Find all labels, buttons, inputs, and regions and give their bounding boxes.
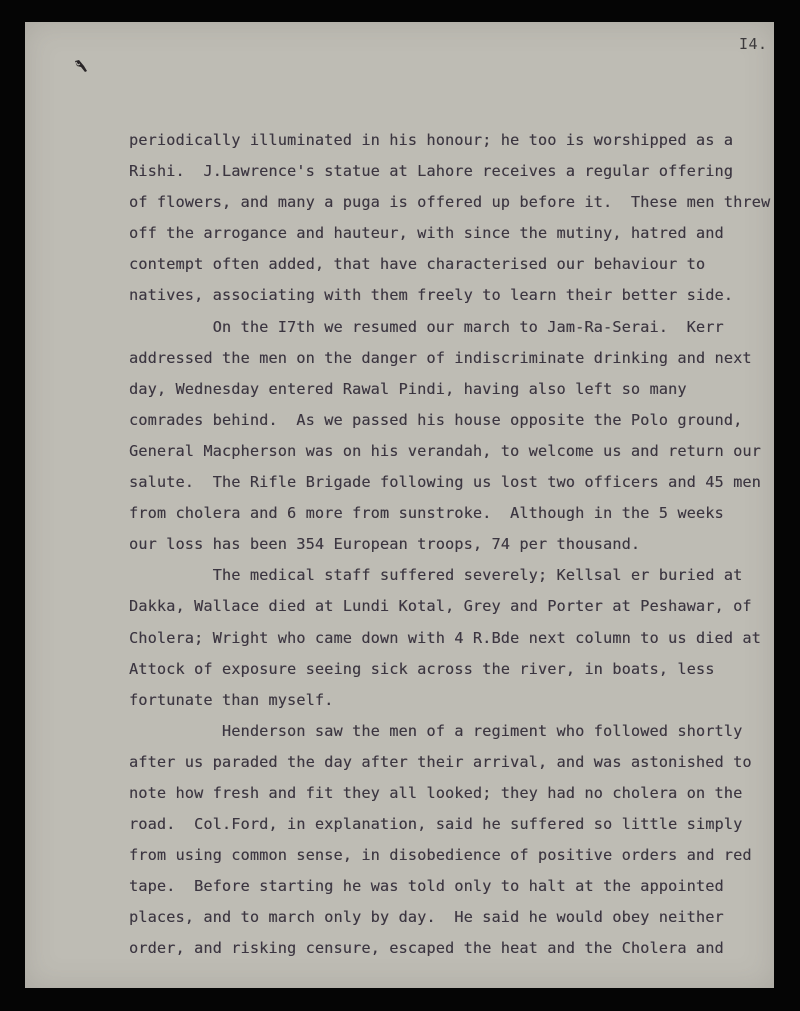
text-line: places, and to march only by day. He said he would obey neither — [129, 908, 724, 927]
text-line: Attock of exposure seeing sick across the river, in boats, less — [129, 659, 715, 678]
text-line: addressed the men on the danger of indiscriminate drinking and next — [129, 348, 752, 367]
text-line: contempt often added, that have characterised our behaviour to — [129, 255, 706, 274]
text-line: of flowers, and many a puga is offered up before it. These men threw — [129, 193, 771, 212]
text-line: note how fresh and fit they all looked; they had no cholera on the — [129, 783, 743, 802]
text-line: periodically illuminated in his honour; he too is worshipped as a — [129, 131, 734, 149]
text-line: fortunate than myself. — [129, 690, 334, 709]
text-line: road. Col.Ford, in explanation, said he suffered so little simply — [129, 815, 743, 834]
text-line: Rishi. J.Lawrence's statue at Lahore receives a regular offering — [129, 162, 734, 181]
text-line: The medical staff suffered severely; Kellsal er buried at — [129, 566, 743, 585]
text-line: salute. The Rifle Brigade following us lost two officers and 45 men — [129, 473, 761, 492]
text-line: order, and risking censure, escaped the heat and the Cholera and — [129, 939, 724, 958]
text-line: Dakka, Wallace died at Lundi Kotal, Grey and Porter at Peshawar, of — [129, 597, 752, 616]
text-line: comrades behind. As we passed his house opposite the Polo ground, — [129, 410, 743, 429]
text-line: tape. Before starting he was told only to halt at the appointed — [129, 877, 724, 896]
text-line: General Macpherson was on his verandah, to welcome us and return our — [129, 441, 761, 460]
text-line: our loss has been 354 European troops, 74 per thousand. — [129, 535, 641, 554]
text-line: after us paraded the day after their arrival, and was astonished to — [129, 752, 752, 771]
page-number: I4. — [739, 35, 768, 53]
text-line: day, Wednesday entered Rawal Pindi, having also left so many — [129, 379, 687, 398]
text-line: off the arrogance and hauteur, with since the mutiny, hatred and — [129, 224, 724, 243]
text-line: natives, associating with them freely to learn their better side. — [129, 286, 734, 305]
text-line: On the I7th we resumed our march to Jam-Ra-Serai. Kerr — [129, 317, 724, 336]
text-line: Cholera; Wright who came down with 4 R.Bde next column to us died at — [129, 628, 761, 647]
text-line: Henderson saw the men of a regiment who followed shortly — [129, 721, 743, 740]
text-line: from using common sense, in disobedience of positive orders and red — [129, 846, 752, 865]
ink-mark-icon — [73, 58, 89, 74]
text-line: from cholera and 6 more from sunstroke. Although in the 5 weeks — [129, 504, 724, 523]
body-text — [129, 125, 774, 965]
typewritten-page — [25, 22, 774, 988]
